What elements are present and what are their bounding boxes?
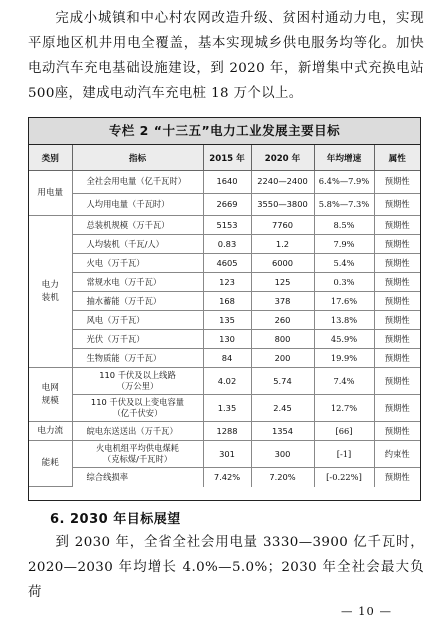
table-row [29, 292, 420, 311]
indicator-cell: 110 千伏及以上线路 （万公里） [72, 368, 203, 395]
growth-rate: 6.4%—7.9% [314, 171, 374, 194]
category-power-capacity: 电力 装机 [29, 216, 72, 368]
value-2020: 7760 [251, 216, 314, 235]
value-2020: 7.20% [251, 468, 314, 487]
table-row [29, 254, 420, 273]
indicator-cell: 常规水电（万千瓦） [72, 273, 203, 292]
value-2015: 2669 [203, 193, 251, 216]
category-energy-use: 能耗 [29, 441, 72, 487]
indicator-cell: 人均装机（千瓦/人） [72, 235, 203, 254]
attribute-cell: 预期性 [374, 193, 420, 216]
growth-rate: 12.7% [314, 395, 374, 422]
value-2020: 1354 [251, 422, 314, 441]
intro-paragraph: 完成小城镇和中心村农网改造升级、贫困村通动力电，实现平原地区机井用电全覆盖，基本实现城乡供电服务均等化。加快电动汽车充电基础设施建设，到 2020 年，新增集中式充换电站 500座，建成电动汽车充电桩 18 万个以上。 [28, 11, 424, 101]
value-2015: 123 [203, 273, 251, 292]
indicator-cell: 人均用电量（千瓦时） [72, 193, 203, 216]
table-row [29, 441, 420, 468]
value-2020: 3550—3800 [251, 193, 314, 216]
attribute-cell: 预期性 [374, 422, 420, 441]
growth-rate: [-1] [314, 441, 374, 468]
value-2020: 378 [251, 292, 314, 311]
table-row [29, 216, 420, 235]
attribute-cell: 约束性 [374, 441, 420, 468]
header-2020: 2020 年 [251, 145, 314, 171]
growth-rate: [-0.22%] [314, 468, 374, 487]
attribute-cell: 预期性 [374, 349, 420, 368]
indicator-cell: 生物质能（万千瓦） [72, 349, 203, 368]
value-2015: 168 [203, 292, 251, 311]
indicator-cell: 抽水蓄能（万千瓦） [72, 292, 203, 311]
header-2015: 2015 年 [203, 145, 251, 171]
value-2020: 5.74 [251, 368, 314, 395]
value-2015: 1.35 [203, 395, 251, 422]
growth-rate: 45.9% [314, 330, 374, 349]
growth-rate: [66] [314, 422, 374, 441]
indicator-cell: 火电（万千瓦） [72, 254, 203, 273]
attribute-cell: 预期性 [374, 395, 420, 422]
value-2015: 7.42% [203, 468, 251, 487]
value-2015: 301 [203, 441, 251, 468]
value-2015: 84 [203, 349, 251, 368]
table-row [29, 349, 420, 368]
value-2015: 4605 [203, 254, 251, 273]
attribute-cell: 预期性 [374, 468, 420, 487]
header-indicator: 指标 [72, 145, 203, 171]
value-2015: 0.83 [203, 235, 251, 254]
growth-rate: 17.6% [314, 292, 374, 311]
attribute-cell: 预期性 [374, 273, 420, 292]
attribute-cell: 预期性 [374, 254, 420, 273]
section-heading: 6. 2030 年目标展望 [50, 512, 181, 527]
indicator-cell: 火电机组平均供电煤耗 （克标煤/千瓦时） [72, 441, 203, 468]
header-category: 类别 [29, 145, 72, 171]
growth-rate: 8.5% [314, 216, 374, 235]
indicator-cell: 110 千伏及以上变电容量 （亿千伏安） [72, 395, 203, 422]
value-2015: 130 [203, 330, 251, 349]
value-2020: 1.2 [251, 235, 314, 254]
value-2015: 1640 [203, 171, 251, 194]
category-grid-scale: 电网 规模 [29, 368, 72, 422]
table-row [29, 395, 420, 422]
attribute-cell: 预期性 [374, 311, 420, 330]
table-row [29, 273, 420, 292]
category-power-flow: 电力流 [29, 422, 72, 441]
indicator-cell: 总装机规模（万千瓦） [72, 216, 203, 235]
growth-rate: 7.4% [314, 368, 374, 395]
box-title: 专栏 2 “十三五”电力工业发展主要目标 [29, 118, 420, 145]
attribute-cell: 预期性 [374, 216, 420, 235]
value-2015: 5153 [203, 216, 251, 235]
table-row [29, 311, 420, 330]
attribute-cell: 预期性 [374, 235, 420, 254]
growth-rate: 0.3% [314, 273, 374, 292]
page-number: — 10 — [341, 604, 392, 618]
value-2020: 300 [251, 441, 314, 468]
indicator-cell: 光伏（万千瓦） [72, 330, 203, 349]
table-row [29, 422, 420, 441]
header-attribute: 属性 [374, 145, 420, 171]
table-row [29, 330, 420, 349]
value-2015: 1288 [203, 422, 251, 441]
value-2020: 2240—2400 [251, 171, 314, 194]
value-2020: 260 [251, 311, 314, 330]
value-2015: 135 [203, 311, 251, 330]
table-header-row [29, 145, 420, 171]
table-row [29, 235, 420, 254]
table-row [29, 171, 420, 194]
outlook-paragraph: 到 2030 年，全省全社会用电量 3330—3900 亿千瓦时，2020—2030 年均增长 4.0%—5.0%；2030 年全社会最大负荷 [28, 535, 424, 600]
value-2020: 6000 [251, 254, 314, 273]
growth-rate: 5.8%—7.3% [314, 193, 374, 216]
attribute-cell: 预期性 [374, 330, 420, 349]
category-power-use: 用电量 [29, 171, 72, 216]
attribute-cell: 预期性 [374, 171, 420, 194]
growth-rate: 5.4% [314, 254, 374, 273]
growth-rate: 7.9% [314, 235, 374, 254]
value-2020: 800 [251, 330, 314, 349]
attribute-cell: 预期性 [374, 292, 420, 311]
value-2015: 4.02 [203, 368, 251, 395]
indicator-cell: 皖电东送送出（万千瓦） [72, 422, 203, 441]
indicator-cell: 全社会用电量（亿千瓦时） [72, 171, 203, 194]
table-row [29, 368, 420, 395]
indicator-cell: 风电（万千瓦） [72, 311, 203, 330]
attribute-cell: 预期性 [374, 368, 420, 395]
growth-rate: 13.8% [314, 311, 374, 330]
value-2020: 2.45 [251, 395, 314, 422]
table-row [29, 468, 420, 487]
value-2020: 125 [251, 273, 314, 292]
table-row [29, 193, 420, 216]
goals-box [28, 117, 421, 501]
header-growth: 年均增速 [314, 145, 374, 171]
growth-rate: 19.9% [314, 349, 374, 368]
goals-table [29, 145, 420, 487]
value-2020: 200 [251, 349, 314, 368]
indicator-cell: 综合线损率 [72, 468, 203, 487]
